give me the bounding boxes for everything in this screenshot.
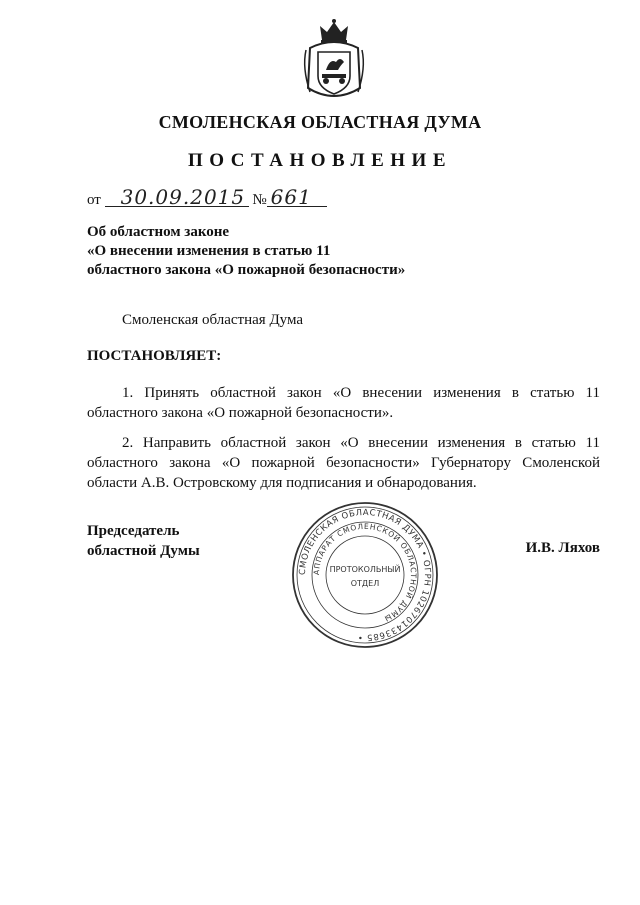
- signatory-title-line: областной Думы: [87, 543, 200, 559]
- handwritten-date: 30.09.2015: [105, 188, 249, 207]
- stamp-outer-text: СМОЛЕНСКАЯ ОБЛАСТНАЯ ДУМА • ОГРН 1026701433685 •: [297, 507, 433, 643]
- coat-of-arms-icon: [300, 18, 368, 104]
- signatory-title-line: Председатель: [87, 523, 180, 539]
- stamp-inner-text: АППАРАТ СМОЛЕНСКОЙ ОБЛАСТНОЙ ДУМЫ: [311, 521, 419, 624]
- organization-title: СМОЛЕНСКАЯ ОБЛАСТНАЯ ДУМА: [158, 112, 482, 132]
- decree-item-1: 1. Принять областной закон «О внесении изменения в статью 11 областного закона «О пожарной безопасности».: [87, 385, 600, 421]
- signatory-name: И.В. Ляхов: [525, 540, 600, 556]
- subject-line: Об областном законе: [87, 224, 230, 240]
- decree-heading: ПОСТАНОВЛЯЕТ:: [87, 348, 222, 364]
- stamp-center-line: ПРОТОКОЛЬНЫЙ: [329, 565, 401, 574]
- date-prefix: от: [87, 192, 101, 208]
- preamble: Смоленская областная Дума: [122, 312, 304, 328]
- subject-line: областного закона «О пожарной безопасности»: [87, 262, 406, 278]
- decree-item-2: 2. Направить областной закон «О внесении изменения в статью 11 областного закона «О пожарной безопасности» Губернатору Смоленской области А.В. Островскому для подписания и обнародования.: [87, 435, 600, 491]
- stamp-center-line: ОТДЕЛ: [350, 579, 380, 588]
- signatory-title: [87, 521, 200, 561]
- official-stamp: [290, 500, 440, 650]
- handwritten-number: 661: [267, 188, 327, 207]
- date-number-line: [87, 185, 327, 209]
- document-type: ПОСТАНОВЛЕНИЕ: [187, 150, 453, 171]
- subject-line: «О внесении изменения в статью 11: [87, 243, 331, 259]
- number-prefix: №: [252, 192, 267, 208]
- document-subject: [87, 223, 405, 280]
